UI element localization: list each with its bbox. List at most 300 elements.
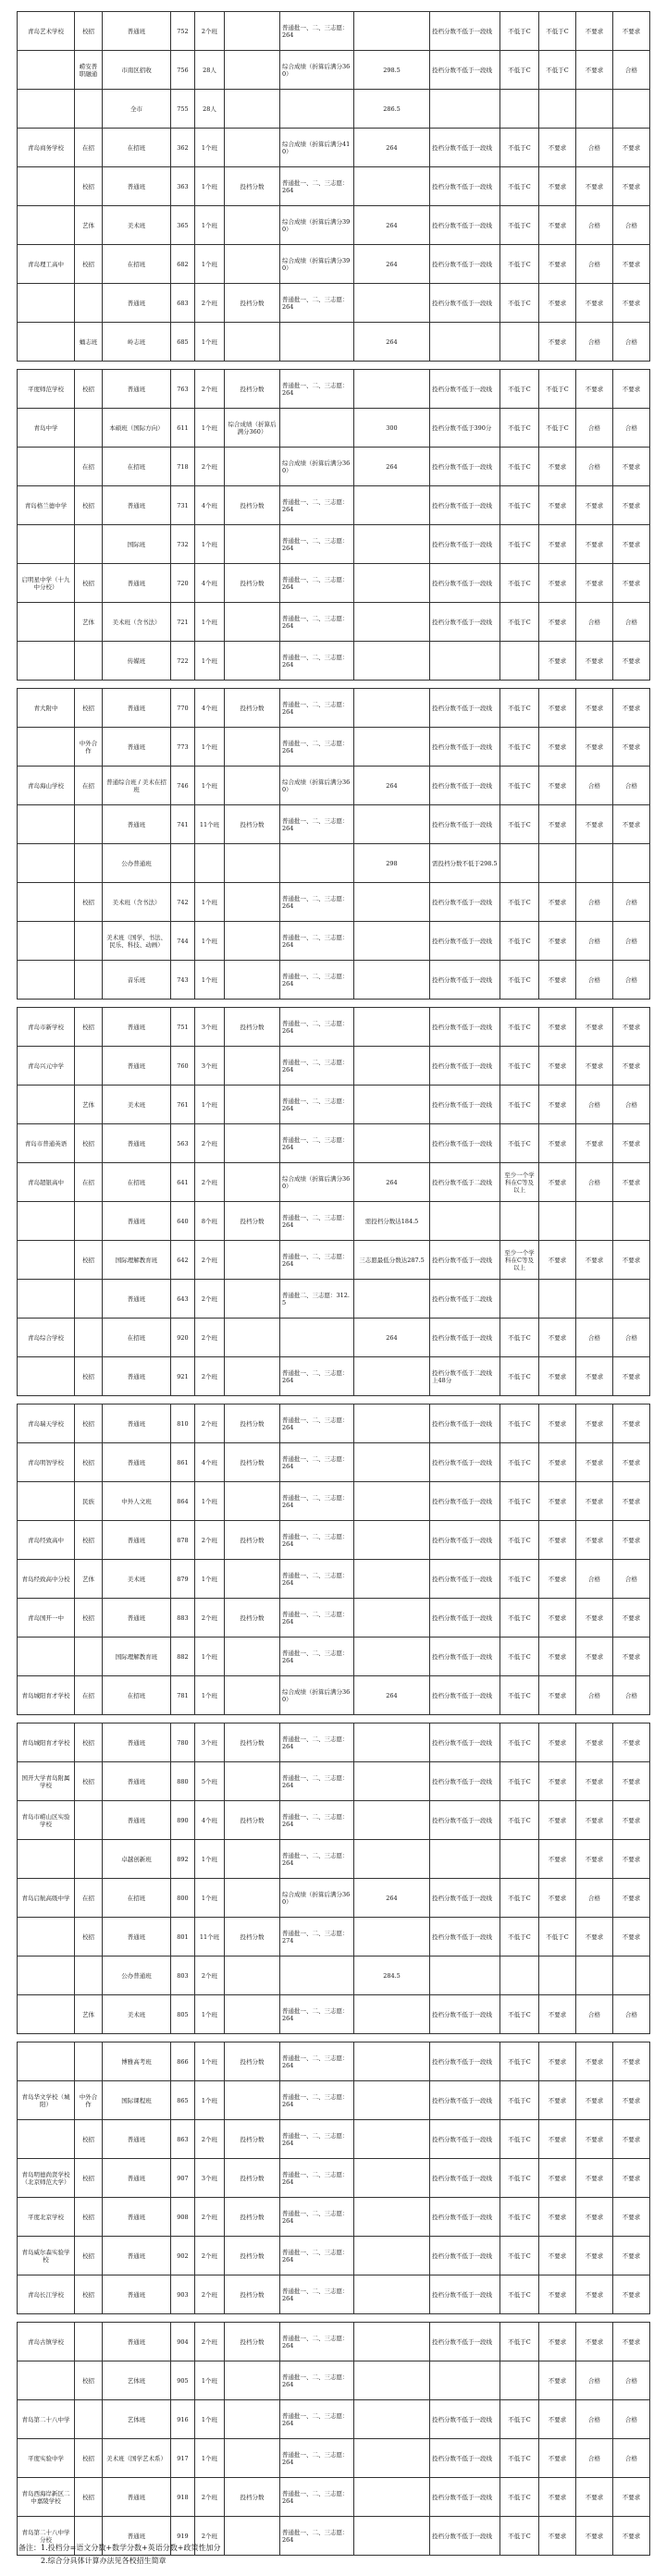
table-row xyxy=(18,1762,650,1801)
level-b-cell: 不要求 xyxy=(539,1599,576,1638)
min-score-cell: 264 xyxy=(354,767,430,805)
level-b-cell: 不要求 xyxy=(539,2400,576,2439)
department-cell: 校招 xyxy=(75,2275,103,2314)
table-row xyxy=(18,2198,650,2237)
table-row xyxy=(18,1723,650,1762)
school-name-cell: 青岛理工高中 xyxy=(18,245,75,284)
class-type-cell: 普通班 xyxy=(103,1405,171,1443)
score-requirement-cell: 投档分数不低于一段线 xyxy=(430,12,500,51)
plan-count-cell: 5个班 xyxy=(195,1762,225,1801)
plan-count-cell: 2个班 xyxy=(195,1599,225,1638)
plan-count-cell: 2个班 xyxy=(195,370,225,409)
school-name-cell: 青岛海山学校 xyxy=(18,767,75,805)
score-basis-cell: 普通批一、二、三志愿：264 xyxy=(280,2517,354,2556)
level-d-cell: 不要求 xyxy=(613,2275,650,2314)
score-requirement-cell: 投档分数不低于一段线 xyxy=(430,245,500,284)
level-d-cell: 合格 xyxy=(613,206,650,245)
min-score-cell: 298 xyxy=(354,844,430,883)
school-name-cell: 青岛第二十八中学 xyxy=(18,2400,75,2439)
department-cell: 校招 xyxy=(75,564,103,603)
score-requirement-cell xyxy=(430,2361,500,2400)
score-basis-cell: 普通批一、二、三志愿：264 xyxy=(280,2042,354,2081)
school-name-cell xyxy=(18,284,75,323)
department-cell: 校招 xyxy=(75,883,103,922)
score-requirement-cell: 投档分数不低于一段线 xyxy=(430,1599,500,1638)
school-name-cell: 青岛市新学校 xyxy=(18,1008,75,1047)
level-d-cell: 不要求 xyxy=(613,1801,650,1840)
level-b-cell: 不要求 xyxy=(539,2275,576,2314)
table-row xyxy=(18,2323,650,2361)
level-d-cell: 不要求 xyxy=(613,284,650,323)
score-basis-cell: 普通批一、二、三志愿：264 xyxy=(280,1995,354,2034)
class-code-cell: 611 xyxy=(171,409,195,448)
min-score-cell xyxy=(354,2159,430,2198)
level-a-cell: 不低于C xyxy=(500,486,539,525)
level-c-cell: 合格 xyxy=(576,922,613,961)
min-score-cell xyxy=(354,525,430,564)
class-code-cell: 682 xyxy=(171,245,195,284)
level-c-cell: 不要求 xyxy=(576,1047,613,1086)
class-code-cell: 755 xyxy=(171,90,195,129)
class-type-cell: 美术班（含书法） xyxy=(103,603,171,642)
level-d-cell: 不要求 xyxy=(613,2478,650,2517)
level-d-cell xyxy=(613,1280,650,1319)
department-cell: 中外合作 xyxy=(75,728,103,767)
score-basis-cell: 普通批一、二、三志愿：264 xyxy=(280,642,354,681)
score-requirement-cell: 投档分数不低于一段线 xyxy=(430,1918,500,1957)
score-basis-cell: 普通批一、二、三志愿：264 xyxy=(280,1357,354,1396)
department-cell xyxy=(75,1957,103,1995)
group-separator xyxy=(18,2034,650,2042)
admission-method-cell xyxy=(225,1879,280,1918)
level-a-cell: 不低于C xyxy=(500,1599,539,1638)
level-d-cell xyxy=(613,844,650,883)
score-basis-cell: 普通批一、二、三志愿：264 xyxy=(280,1086,354,1124)
footnote-line-2: 2.综合分具体计算办法见各校招生简章 xyxy=(41,2557,166,2565)
class-code-cell: 905 xyxy=(171,2361,195,2400)
level-d-cell: 不要求 xyxy=(613,12,650,51)
class-type-cell: 中外人文班 xyxy=(103,1482,171,1521)
level-d-cell: 不要求 xyxy=(613,564,650,603)
level-b-cell: 不要求 xyxy=(539,1723,576,1762)
level-c-cell: 不要求 xyxy=(576,370,613,409)
school-name-cell: 青岛格兰德中学 xyxy=(18,486,75,525)
table-row xyxy=(18,90,650,129)
level-b-cell: 不要求 xyxy=(539,1163,576,1202)
group-separator xyxy=(18,681,650,689)
score-requirement-cell xyxy=(430,1840,500,1879)
admission-method-cell xyxy=(225,1762,280,1801)
score-requirement-cell: 投档分数不低于一段线 xyxy=(430,1241,500,1280)
plan-count-cell: 3个班 xyxy=(195,2159,225,2198)
level-c-cell: 不要求 xyxy=(576,2120,613,2159)
level-a-cell: 不低于C xyxy=(500,1357,539,1396)
score-basis-cell: 普通批一、二、三志愿：264 xyxy=(280,1599,354,1638)
plan-count-cell xyxy=(195,844,225,883)
level-d-cell: 合格 xyxy=(613,767,650,805)
level-a-cell: 不低于C xyxy=(500,2517,539,2556)
score-requirement-cell: 投档分数不低于一段线 xyxy=(430,1124,500,1163)
level-a-cell xyxy=(500,1957,539,1995)
level-d-cell: 不要求 xyxy=(613,1762,650,1801)
level-a-cell xyxy=(500,1202,539,1241)
admission-method-cell: 投档分数 xyxy=(225,1521,280,1560)
class-code-cell: 640 xyxy=(171,1202,195,1241)
department-cell: 在招 xyxy=(75,129,103,167)
score-requirement-cell: 投档分数不低于一段线 xyxy=(430,2237,500,2275)
table-row xyxy=(18,1086,650,1124)
plan-count-cell: 28人 xyxy=(195,90,225,129)
score-requirement-cell: 投档分数不低于一段线 xyxy=(430,689,500,728)
score-basis-cell: 普通批一、二、三志愿：264 xyxy=(280,525,354,564)
level-a-cell: 不低于C xyxy=(500,1560,539,1599)
admission-method-cell xyxy=(225,1560,280,1599)
admission-method-cell xyxy=(225,1047,280,1086)
class-type-cell: 普通班 xyxy=(103,486,171,525)
group-separator-cell xyxy=(18,2034,650,2042)
table-row xyxy=(18,1879,650,1918)
class-type-cell: 普通班 xyxy=(103,1124,171,1163)
table-row xyxy=(18,767,650,805)
table-row xyxy=(18,1241,650,1280)
min-score-cell: 264 xyxy=(354,245,430,284)
level-c-cell: 不要求 xyxy=(576,1638,613,1676)
plan-count-cell: 2个班 xyxy=(195,448,225,486)
min-score-cell xyxy=(354,1086,430,1124)
level-a-cell: 不低于C xyxy=(500,525,539,564)
level-c-cell xyxy=(576,1280,613,1319)
class-code-cell: 642 xyxy=(171,1241,195,1280)
class-type-cell: 美术班（国学艺术系） xyxy=(103,2439,171,2478)
min-score-cell xyxy=(354,1840,430,1879)
school-name-cell: 青岛瑞天学校 xyxy=(18,1405,75,1443)
admission-method-cell xyxy=(225,1280,280,1319)
min-score-cell: 264 xyxy=(354,1163,430,1202)
plan-count-cell: 2个班 xyxy=(195,2120,225,2159)
level-c-cell: 不要求 xyxy=(576,2081,613,2120)
level-b-cell: 不要求 xyxy=(539,1124,576,1163)
score-basis-cell: 普通批一、二、三志愿：264 xyxy=(280,2361,354,2400)
department-cell xyxy=(75,1047,103,1086)
level-d-cell: 合格 xyxy=(613,1995,650,2034)
table-row xyxy=(18,1599,650,1638)
school-name-cell: 青大附中 xyxy=(18,689,75,728)
score-basis-cell: 普通批一、二、三志愿：264 xyxy=(280,1723,354,1762)
plan-count-cell: 2个班 xyxy=(195,1957,225,1995)
table-row xyxy=(18,284,650,323)
school-name-cell xyxy=(18,323,75,362)
min-score-cell: 286.5 xyxy=(354,90,430,129)
school-name-cell: 青岛经致高中分校 xyxy=(18,1560,75,1599)
admission-method-cell xyxy=(225,1124,280,1163)
class-code-cell: 863 xyxy=(171,2120,195,2159)
min-score-cell: 264 xyxy=(354,129,430,167)
level-c-cell: 不要求 xyxy=(576,805,613,844)
class-code-cell: 756 xyxy=(171,51,195,90)
level-a-cell: 不低于C xyxy=(500,167,539,206)
score-requirement-cell: 投档分数不低于一段线 xyxy=(430,525,500,564)
level-a-cell: 不低于C xyxy=(500,129,539,167)
admission-method-cell: 投档分数 xyxy=(225,564,280,603)
level-a-cell: 不低于C xyxy=(500,1086,539,1124)
level-d-cell: 合格 xyxy=(613,2400,650,2439)
level-b-cell: 不要求 xyxy=(539,1676,576,1715)
level-b-cell: 不要求 xyxy=(539,1879,576,1918)
level-b-cell: 不要求 xyxy=(539,2042,576,2081)
score-basis-cell: 普通批一、二、三志愿：264 xyxy=(280,2159,354,2198)
min-score-cell xyxy=(354,603,430,642)
table-row xyxy=(18,2361,650,2400)
department-cell: 校招 xyxy=(75,1357,103,1396)
min-score-cell xyxy=(354,1801,430,1840)
class-type-cell: 普通班 xyxy=(103,1280,171,1319)
admission-method-cell: 投档分数 xyxy=(225,370,280,409)
department-cell: 校招 xyxy=(75,1599,103,1638)
level-d-cell: 合格 xyxy=(613,883,650,922)
plan-count-cell: 1个班 xyxy=(195,206,225,245)
score-requirement-cell xyxy=(430,323,500,362)
level-c-cell: 不要求 xyxy=(576,1405,613,1443)
class-type-cell: 普通班 xyxy=(103,2275,171,2314)
table-row xyxy=(18,1124,650,1163)
department-cell: 校招 xyxy=(75,245,103,284)
plan-count-cell: 1个班 xyxy=(195,2361,225,2400)
level-d-cell: 不要求 xyxy=(613,1879,650,1918)
class-code-cell: 810 xyxy=(171,1405,195,1443)
school-name-cell xyxy=(18,728,75,767)
table-row xyxy=(18,1047,650,1086)
admission-method-cell: 投档分数 xyxy=(225,805,280,844)
plan-count-cell: 1个班 xyxy=(195,2400,225,2439)
score-requirement-cell: 投档分数不低于一段线 xyxy=(430,1482,500,1521)
school-name-cell xyxy=(18,167,75,206)
level-b-cell xyxy=(539,90,576,129)
level-d-cell: 不要求 xyxy=(613,370,650,409)
table-row xyxy=(18,805,650,844)
score-requirement-cell: 投档分数不低于二段线上48分 xyxy=(430,1357,500,1396)
class-type-cell: 传媒班 xyxy=(103,642,171,681)
department-cell: 在招 xyxy=(75,448,103,486)
score-requirement-cell: 投档分数不低于一段线 xyxy=(430,206,500,245)
level-a-cell: 不低于C xyxy=(500,1879,539,1918)
level-c-cell: 合格 xyxy=(576,2439,613,2478)
admission-method-cell: 投档分数 xyxy=(225,486,280,525)
school-name-cell: 青岛威尔森实验学校 xyxy=(18,2237,75,2275)
class-type-cell: 普通班 xyxy=(103,1008,171,1047)
admission-method-cell xyxy=(225,2081,280,2120)
class-type-cell: 美术班（国学、书法、民乐、科技、动画） xyxy=(103,922,171,961)
class-type-cell: 全市 xyxy=(103,90,171,129)
admission-method-cell: 综合成绩（折算后满分360） xyxy=(225,409,280,448)
score-requirement-cell: 投档分数不低于一段线 xyxy=(430,922,500,961)
level-b-cell: 不要求 xyxy=(539,603,576,642)
admission-method-cell xyxy=(225,1319,280,1357)
school-name-cell: 青岛市崂山区实验学校 xyxy=(18,1801,75,1840)
school-name-cell xyxy=(18,2042,75,2081)
score-requirement-cell: 投档分数不低于一段线 xyxy=(430,2323,500,2361)
class-code-cell: 882 xyxy=(171,1638,195,1676)
class-code-cell: 890 xyxy=(171,1801,195,1840)
school-name-cell xyxy=(18,1840,75,1879)
class-code-cell: 918 xyxy=(171,2478,195,2517)
score-requirement-cell: 投档分数不低于一段线 xyxy=(430,2198,500,2237)
level-b-cell: 不要求 xyxy=(539,689,576,728)
level-a-cell: 不低于C xyxy=(500,883,539,922)
department-cell: 校招 xyxy=(75,1521,103,1560)
level-a-cell: 不低于C xyxy=(500,2323,539,2361)
admission-method-cell xyxy=(225,642,280,681)
plan-count-cell: 1个班 xyxy=(195,883,225,922)
school-name-cell xyxy=(18,1918,75,1957)
class-type-cell: 公办普通班 xyxy=(103,844,171,883)
level-c-cell: 不要求 xyxy=(576,486,613,525)
level-c-cell: 合格 xyxy=(576,2400,613,2439)
class-type-cell: 美术班 xyxy=(103,206,171,245)
score-basis-cell: 普通批一、二、三志愿：264 xyxy=(280,486,354,525)
level-c-cell: 不要求 xyxy=(576,1008,613,1047)
level-b-cell: 不要求 xyxy=(539,1995,576,2034)
admission-method-cell xyxy=(225,961,280,1000)
plan-count-cell: 1个班 xyxy=(195,129,225,167)
level-d-cell: 不要求 xyxy=(613,1405,650,1443)
table-row xyxy=(18,1482,650,1521)
department-cell xyxy=(75,642,103,681)
department-cell xyxy=(75,2042,103,2081)
score-basis-cell: 普通批一、二、三志愿：264 xyxy=(280,922,354,961)
level-d-cell: 不要求 xyxy=(613,1521,650,1560)
level-a-cell: 不低于C xyxy=(500,2400,539,2439)
class-code-cell: 902 xyxy=(171,2237,195,2275)
level-d-cell: 不要求 xyxy=(613,2159,650,2198)
class-code-cell: 744 xyxy=(171,922,195,961)
level-b-cell: 不要求 xyxy=(539,767,576,805)
department-cell xyxy=(75,2400,103,2439)
score-requirement-cell: 投档分数不低于一段线 xyxy=(430,2081,500,2120)
table-row xyxy=(18,728,650,767)
department-cell xyxy=(75,2323,103,2361)
school-name-cell: 青岛长江学校 xyxy=(18,2275,75,2314)
department-cell: 艺体 xyxy=(75,1560,103,1599)
level-c-cell: 不要求 xyxy=(576,1482,613,1521)
plan-count-cell: 1个班 xyxy=(195,2439,225,2478)
class-type-cell: 普通班 xyxy=(103,2159,171,2198)
score-basis-cell: 普通批一、二、三志愿：264 xyxy=(280,1202,354,1241)
score-requirement-cell: 投档分数不低于一段线 xyxy=(430,1560,500,1599)
department-cell: 在招 xyxy=(75,1163,103,1202)
table-row xyxy=(18,1840,650,1879)
level-b-cell: 不要求 xyxy=(539,642,576,681)
class-type-cell: 岭志班 xyxy=(103,323,171,362)
admission-method-cell xyxy=(225,883,280,922)
school-name-cell xyxy=(18,603,75,642)
level-c-cell: 不要求 xyxy=(576,642,613,681)
level-c-cell: 不要求 xyxy=(576,1443,613,1482)
department-cell: 民族 xyxy=(75,1482,103,1521)
school-name-cell: 青岛兴元中学 xyxy=(18,1047,75,1086)
plan-count-cell: 4个班 xyxy=(195,486,225,525)
level-a-cell: 不低于C xyxy=(500,1723,539,1762)
class-code-cell xyxy=(171,844,195,883)
level-b-cell: 不要求 xyxy=(539,1047,576,1086)
level-a-cell: 不低于C xyxy=(500,689,539,728)
min-score-cell xyxy=(354,2400,430,2439)
class-type-cell: 普通班 xyxy=(103,1521,171,1560)
department-cell: 校招 xyxy=(75,167,103,206)
class-code-cell: 921 xyxy=(171,1357,195,1396)
class-code-cell: 805 xyxy=(171,1995,195,2034)
level-c-cell: 不要求 xyxy=(576,1801,613,1840)
class-code-cell: 904 xyxy=(171,2323,195,2361)
min-score-cell xyxy=(354,2042,430,2081)
level-b-cell: 不要求 xyxy=(539,2081,576,2120)
level-d-cell: 合格 xyxy=(613,603,650,642)
department-cell: 艺体 xyxy=(75,1995,103,2034)
department-cell: 崂安普职融通 xyxy=(75,51,103,90)
department-cell: 在招 xyxy=(75,1676,103,1715)
min-score-cell: 298.5 xyxy=(354,51,430,90)
level-a-cell xyxy=(500,642,539,681)
score-requirement-cell: 投档分数不低于一段线 xyxy=(430,370,500,409)
class-type-cell: 普通班 xyxy=(103,1599,171,1638)
min-score-cell xyxy=(354,728,430,767)
min-score-cell xyxy=(354,1482,430,1521)
level-a-cell: 至少一个学科在C等及以上 xyxy=(500,1241,539,1280)
class-type-cell: 普通班 xyxy=(103,2198,171,2237)
plan-count-cell: 4个班 xyxy=(195,1443,225,1482)
level-a-cell: 不低于C xyxy=(500,2237,539,2275)
plan-count-cell: 1个班 xyxy=(195,961,225,1000)
min-score-cell xyxy=(354,486,430,525)
class-code-cell: 363 xyxy=(171,167,195,206)
school-name-cell xyxy=(18,51,75,90)
level-c-cell: 合格 xyxy=(576,448,613,486)
level-b-cell: 不要求 xyxy=(539,1638,576,1676)
score-requirement-cell: 投档分数不低于一段线 xyxy=(430,448,500,486)
plan-count-cell: 1个班 xyxy=(195,245,225,284)
admission-method-cell xyxy=(225,12,280,51)
admission-method-cell xyxy=(225,1840,280,1879)
admission-method-cell xyxy=(225,2517,280,2556)
department-cell xyxy=(75,922,103,961)
level-a-cell: 不低于C xyxy=(500,12,539,51)
school-name-cell xyxy=(18,1357,75,1396)
min-score-cell: 264 xyxy=(354,1676,430,1715)
table-row xyxy=(18,167,650,206)
plan-count-cell: 4个班 xyxy=(195,1801,225,1840)
level-b-cell: 不要求 xyxy=(539,2439,576,2478)
class-type-cell: 美术班 xyxy=(103,1560,171,1599)
min-score-cell xyxy=(354,2198,430,2237)
plan-count-cell: 1个班 xyxy=(195,525,225,564)
department-cell: 艺体 xyxy=(75,1086,103,1124)
admission-method-cell xyxy=(225,603,280,642)
score-basis-cell: 普通批一、二、三志愿：264 xyxy=(280,2237,354,2275)
level-a-cell: 不低于C xyxy=(500,1995,539,2034)
school-name-cell xyxy=(18,1638,75,1676)
plan-count-cell: 1个班 xyxy=(195,603,225,642)
class-code-cell: 907 xyxy=(171,2159,195,2198)
admission-method-cell xyxy=(225,2361,280,2400)
department-cell xyxy=(75,805,103,844)
plan-count-cell: 28人 xyxy=(195,51,225,90)
level-a-cell xyxy=(500,2361,539,2400)
level-c-cell xyxy=(576,844,613,883)
table-row xyxy=(18,1801,650,1840)
level-d-cell: 不要求 xyxy=(613,2237,650,2275)
admission-method-cell xyxy=(225,1995,280,2034)
group-separator-cell xyxy=(18,681,650,689)
level-a-cell: 不低于C xyxy=(500,1918,539,1957)
